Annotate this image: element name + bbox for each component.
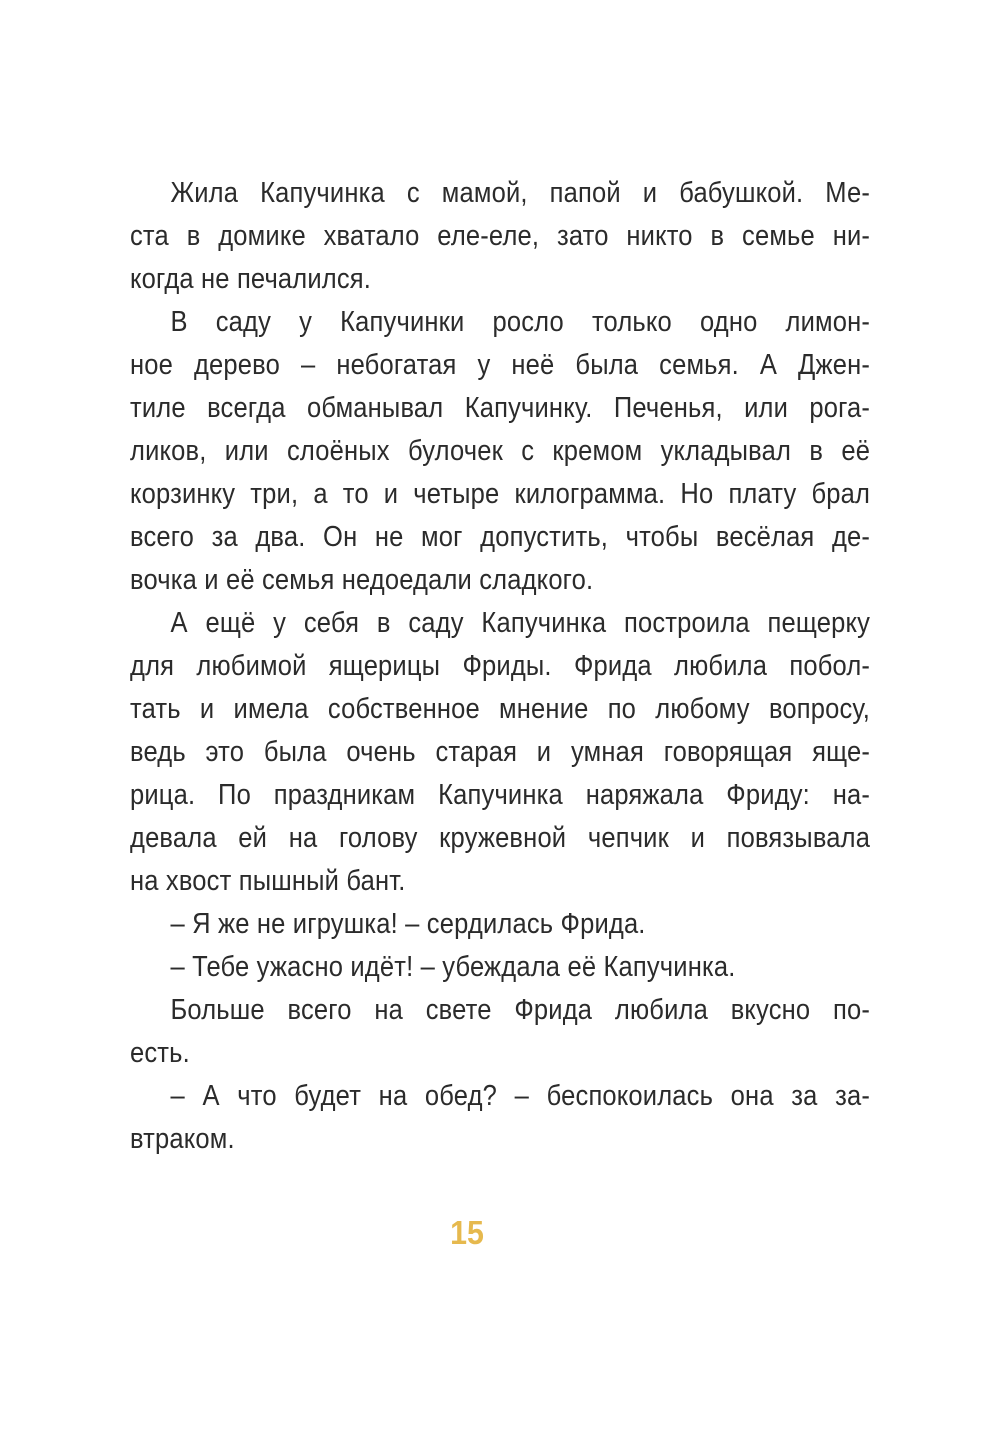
text-line: ликов, или слоёных булочек с кремом укладывал в её (130, 435, 871, 467)
text-line: когда не печалился. (130, 263, 372, 295)
text-line: – Тебе ужасно идёт! – убеждала её Капучинка. (170, 951, 736, 983)
text-line: вочка и её семья недоедали сладкого. (130, 564, 594, 596)
text-column (130, 172, 870, 1161)
paragraph-4-dialogue (130, 903, 870, 946)
text-line: – А что будет на обед? – беспокоилась она за за- (170, 1080, 871, 1112)
text-line: тать и имела собственное мнение по любому вопросу, (130, 693, 871, 725)
text-line: для любимой ящерицы Фриды. Фрида любила побол- (130, 650, 871, 682)
text-line: корзинку три, а то и четыре килограмма. Но плату брал (130, 478, 871, 510)
text-line: втраком. (130, 1123, 235, 1155)
text-line: всего за два. Он не мог допустить, чтобы весёлая де- (130, 521, 871, 553)
text-line: Больше всего на свете Фрида любила вкусно по- (170, 994, 871, 1026)
text-line: рица. По праздникам Капучинка наряжала Фриду: на- (130, 779, 871, 811)
text-line: ведь это была очень старая и умная говорящая яще- (130, 736, 871, 768)
text-line: Жила Капучинка с мамой, папой и бабушкой. Ме- (170, 177, 871, 209)
text-line: А ещё у себя в саду Капучинка построила пещерку (170, 607, 871, 639)
text-line: есть. (130, 1037, 190, 1069)
text-line: В саду у Капучинки росло только одно лимон- (170, 306, 871, 338)
text-line: ное дерево – небогатая у неё была семья. А Джен- (130, 349, 871, 381)
text-line: тиле всегда обманывал Капучинку. Печенья, или рога- (130, 392, 871, 424)
paragraph-1 (130, 172, 870, 301)
text-line: девала ей на голову кружевной чепчик и повязывала (130, 822, 871, 854)
paragraph-2 (130, 301, 870, 602)
paragraph-6 (130, 989, 870, 1075)
text-line: на хвост пышный бант. (130, 865, 406, 897)
paragraph-7-dialogue (130, 1075, 870, 1161)
page-text-block (130, 172, 870, 1161)
text-line: – Я же не игрушка! – сердилась Фрида. (170, 908, 646, 940)
page-number: 15 (450, 1214, 484, 1251)
paragraph-5-dialogue (130, 946, 870, 989)
text-line: ста в домике хватало еле-еле, зато никто в семье ни- (130, 220, 871, 252)
paragraph-3 (130, 602, 870, 903)
